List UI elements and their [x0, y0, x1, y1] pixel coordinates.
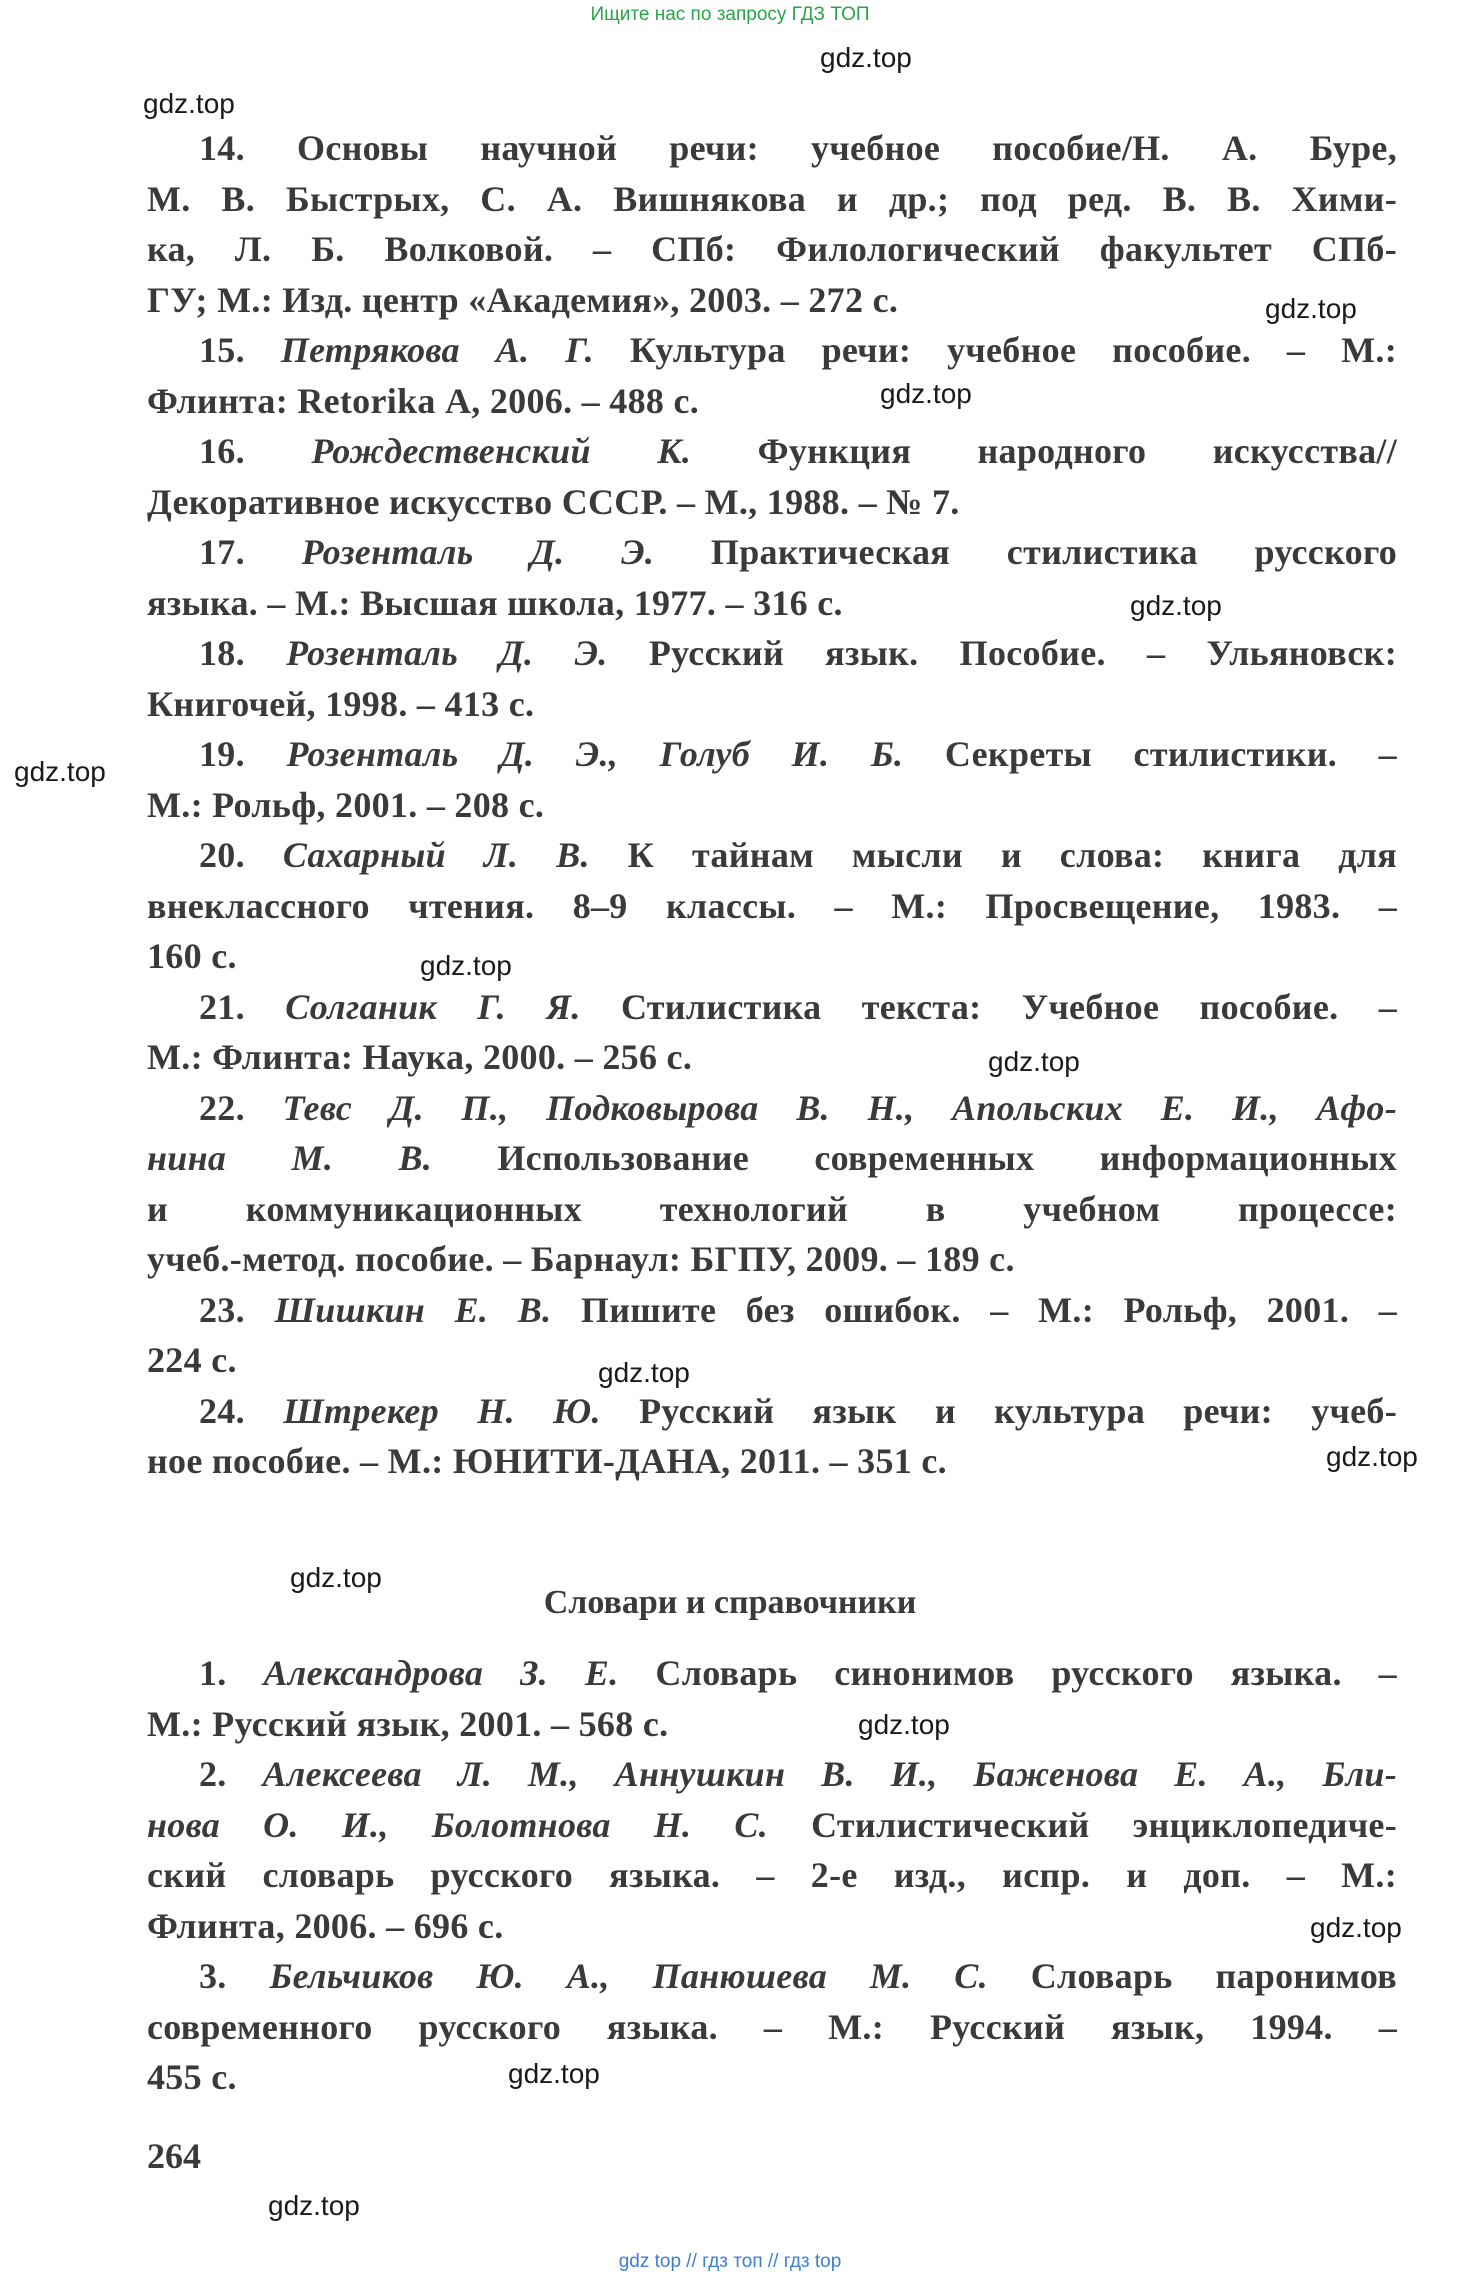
- top-banner[interactable]: Ищите нас по запросу ГДЗ ТОП: [590, 4, 870, 25]
- text-segment: Флинта: Retorika А, 2006. – 488 с.: [147, 380, 700, 421]
- text-segment: языка. – М.: Высшая школа, 1977. – 316 с.: [147, 582, 843, 623]
- text-segment: ский словарь русского языка. – 2-е изд., испр. и доп. – М.:: [147, 1855, 1397, 1895]
- page-number: 264: [147, 2136, 201, 2176]
- section-title: Словари и справочники: [543, 1584, 917, 1621]
- bottom-banner[interactable]: gdz top // гдз топ // гдз top: [618, 2251, 842, 2272]
- text-segment: Культура речи: учебное пособие. – М.:: [593, 330, 1398, 370]
- text-line: [147, 780, 1397, 831]
- watermark: gdz.top: [143, 88, 235, 119]
- text-segment: Стилистический энциклопедиче-: [768, 1804, 1397, 1845]
- watermark: gdz.top: [858, 1709, 950, 1740]
- text-line: [147, 527, 1397, 578]
- text-line: [147, 174, 1397, 225]
- author-name: Бельчиков Ю. А., Панюшева М. С.: [269, 1956, 988, 1996]
- bibliography-list: [147, 123, 1397, 1487]
- text-segment: Флинта, 2006. – 696 с.: [147, 1905, 504, 1946]
- text-segment: Использование современных информационных: [432, 1138, 1398, 1178]
- text-segment: 3.: [199, 1956, 270, 1996]
- text-line: [147, 881, 1397, 932]
- text-line: [147, 1901, 1397, 1952]
- text-line: [147, 1386, 1397, 1437]
- text-segment: Словарь синонимов русского языка. –: [618, 1653, 1397, 1693]
- watermark: gdz.top: [1310, 1912, 1402, 1943]
- text-line: [147, 224, 1397, 275]
- text-line: [147, 1850, 1397, 1901]
- text-line: [147, 1951, 1397, 2002]
- text-segment: ка, Л. Б. Волковой. – СПб: Филологический факультет СПб-: [147, 229, 1397, 269]
- author-name: нова О. И., Болотнова Н. С.: [147, 1804, 769, 1845]
- author-name: Петрякова А. Г.: [280, 330, 594, 370]
- author-name: Алексеева Л. М., Аннушкин В. И., Баженова Е. А., Бли-: [262, 1754, 1397, 1794]
- text-line: [147, 830, 1397, 881]
- text-segment: Русский язык и культура речи: учеб-: [600, 1390, 1398, 1431]
- author-name: Александрова З. Е.: [263, 1653, 619, 1693]
- author-name: Розенталь Д. Э.: [301, 532, 655, 572]
- text-segment: внеклассного чтения. 8–9 классы. – М.: Просвещение, 1983. –: [147, 885, 1397, 926]
- text-segment: М. В. Быстрых, С. А. Вишнякова и др.; под ред. В. В. Хими-: [147, 178, 1397, 219]
- text-segment: М.: Русский язык, 2001. – 568 с.: [147, 1703, 669, 1744]
- text-segment: 17.: [199, 532, 302, 572]
- text-line: [147, 477, 1397, 528]
- watermark: gdz.top: [988, 1046, 1080, 1077]
- watermark: gdz.top: [508, 2058, 600, 2089]
- text-line: [147, 679, 1397, 730]
- text-line: [147, 1800, 1397, 1851]
- author-name: Розенталь Д. Э., Голуб И. Б.: [286, 734, 904, 774]
- text-line: [147, 931, 1397, 982]
- text-line: [147, 325, 1397, 376]
- text-segment: 20.: [199, 835, 283, 875]
- text-line: [147, 123, 1397, 174]
- author-name: Солганик Г. Я.: [285, 986, 581, 1027]
- watermark: gdz.top: [14, 756, 106, 787]
- text-segment: Декоративное искусство СССР. – М., 1988. – № 7.: [147, 481, 960, 522]
- text-segment: Функция народного искусства//: [691, 431, 1397, 471]
- text-segment: ное пособие. – М.: ЮНИТИ-ДАНА, 2011. – 351 с.: [147, 1441, 947, 1481]
- watermark: gdz.top: [598, 1357, 690, 1388]
- watermark: gdz.top: [1130, 590, 1222, 621]
- text-line: [147, 1083, 1397, 1134]
- watermark: gdz.top: [1326, 1441, 1418, 1472]
- text-segment: 21.: [199, 986, 286, 1027]
- author-name: Тевс Д. П., Подковырова В. Н., Апольских Е. И., Афо-: [282, 1087, 1397, 1128]
- text-segment: М.: Флинта: Наука, 2000. – 256 с.: [147, 1037, 693, 1077]
- text-segment: 23.: [199, 1289, 275, 1330]
- text-segment: 224 с.: [147, 1340, 237, 1380]
- watermark: gdz.top: [820, 42, 912, 73]
- text-segment: М.: Рольф, 2001. – 208 с.: [147, 784, 545, 825]
- text-segment: 1.: [199, 1653, 264, 1693]
- text-line: [147, 275, 1397, 326]
- author-name: Сахарный Л. В.: [282, 835, 590, 875]
- text-line: [147, 982, 1397, 1033]
- text-segment: 19.: [199, 734, 287, 774]
- text-segment: 16.: [199, 431, 312, 471]
- text-line: [147, 1335, 1397, 1386]
- text-segment: 2.: [199, 1754, 263, 1794]
- author-name: Рождественский К.: [311, 431, 692, 471]
- text-segment: и коммуникационных технологий в учебном процессе:: [147, 1188, 1397, 1229]
- author-name: Штрекер Н. Ю.: [283, 1390, 601, 1431]
- text-line: [147, 729, 1397, 780]
- text-segment: учеб.-метод. пособие. – Барнаул: БГПУ, 2009. – 189 с.: [147, 1239, 1015, 1279]
- text-segment: 24.: [199, 1390, 284, 1431]
- text-segment: Секреты стилистики. –: [903, 734, 1397, 774]
- text-line: [147, 1133, 1397, 1184]
- text-line: [147, 1436, 1397, 1487]
- text-segment: Пишите без ошибок. – М.: Рольф, 2001. –: [551, 1289, 1397, 1330]
- text-segment: современного русского языка. – М.: Русский язык, 1994. –: [147, 2006, 1397, 2047]
- watermark: gdz.top: [290, 1562, 382, 1593]
- text-segment: 22.: [199, 1087, 283, 1128]
- text-line: [147, 628, 1397, 679]
- watermark: gdz.top: [1265, 293, 1357, 324]
- text-line: [147, 2002, 1397, 2053]
- text-line: [147, 1699, 1397, 1750]
- text-segment: К тайнам мысли и слова: книга для: [589, 835, 1398, 875]
- text-line: [147, 1234, 1397, 1285]
- watermark: gdz.top: [880, 378, 972, 409]
- text-segment: 15.: [199, 330, 281, 370]
- text-segment: Практическая стилистика русского: [654, 532, 1398, 572]
- text-line: [147, 1184, 1397, 1235]
- text-segment: 455 с.: [147, 2057, 237, 2097]
- text-line: [147, 578, 1397, 629]
- watermark: gdz.top: [420, 950, 512, 981]
- text-segment: ГУ; М.: Изд. центр «Академия», 2003. – 272 с.: [147, 279, 899, 320]
- dictionaries-list: [147, 1648, 1397, 2103]
- text-segment: 18.: [199, 633, 287, 673]
- text-segment: Словарь паронимов: [987, 1956, 1398, 1996]
- watermark: gdz.top: [268, 2190, 360, 2221]
- text-line: [147, 1285, 1397, 1336]
- text-line: [147, 2052, 1397, 2103]
- text-segment: Книгочей, 1998. – 413 с.: [147, 683, 535, 724]
- text-segment: Стилистика текста: Учебное пособие. –: [580, 986, 1398, 1027]
- text-line: [147, 376, 1397, 427]
- text-line: [147, 1032, 1397, 1083]
- text-line: [147, 1749, 1397, 1800]
- text-segment: 14. Основы научной речи: учебное пособие/Н. А. Буре,: [199, 128, 1397, 168]
- author-name: Розенталь Д. Э.: [286, 633, 608, 673]
- text-line: [147, 1648, 1397, 1699]
- author-name: нина М. В.: [147, 1138, 433, 1178]
- author-name: Шишкин Е. В.: [274, 1289, 552, 1330]
- text-segment: Русский язык. Пособие. – Ульяновск:: [607, 633, 1397, 673]
- text-line: [147, 426, 1397, 477]
- text-segment: 160 с.: [147, 936, 237, 976]
